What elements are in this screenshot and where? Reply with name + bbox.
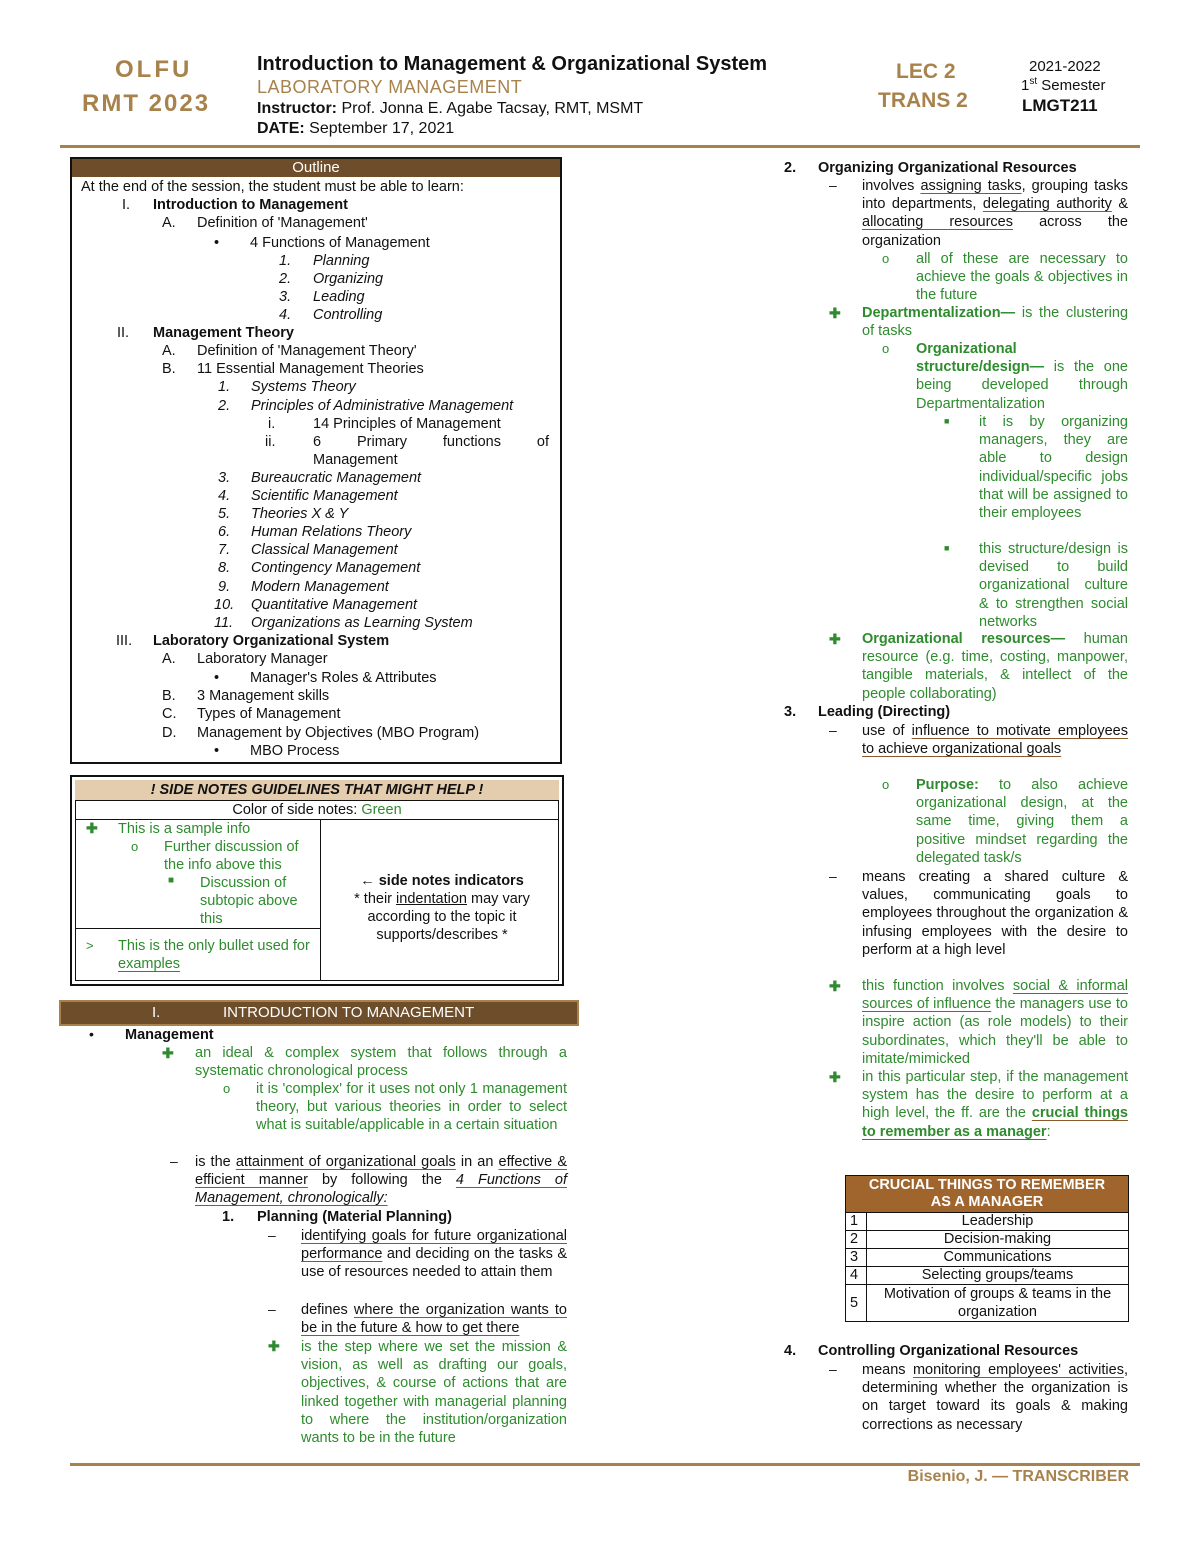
outline-marker: III. [116,633,133,649]
lead-1b: influence to motivate employees to achieve organizational goals [862,723,1128,758]
outline-marker: 3. [218,470,231,486]
outline-marker: C. [162,706,177,722]
plus-bullet-icon: ✚ [829,978,841,994]
struct-term: Organizational structure/design— [916,341,1045,376]
outline-marker: 8. [218,560,231,576]
outline-marker: II. [117,325,130,341]
ctrl-1a: means [862,1362,906,1378]
semester-word: Semester [1041,77,1106,94]
outline-marker: 5. [218,506,231,522]
outline-marker: D. [162,725,177,741]
management-attainment [195,1153,567,1208]
org-1c: , grouping tasks into departments, [862,178,1128,213]
planning-p3: is the step where we set the mission & vision, as well as drafting our goals, objectives, & course of actions that are linked together with managerial planning to where the institution/organization wants to be in the future [301,1339,567,1447]
dept-def: is the clustering of tasks [862,305,1129,340]
outline-item: Modern Management [251,579,389,595]
outline-item: 6 Primary functions of Management [313,434,549,468]
side-notes-divider-v [320,820,321,980]
date-value: September 17, 2021 [309,120,455,137]
circle-bullet-icon: o [223,1081,231,1096]
struct-1: it is by organizing managers, they are able to design individual/specific jobs that will be assigned to their employees [979,414,1128,522]
dash-icon: – [829,868,837,884]
batch-label: RMT 2023 [82,90,211,117]
crucial-row-text: Motivation of groups & teams in the organization [867,1285,1129,1322]
section1-title: INTRODUCTION TO MANAGEMENT [223,1004,475,1021]
lead-1 [862,722,1128,758]
lead-4c: : [1046,1123,1051,1140]
indicator-q2: may vary according to the topic it supports/describes * [367,891,530,943]
org-1g: across the organization [862,214,1128,249]
outline-marker: A. [162,651,176,667]
planning-p2a: defines [301,1302,348,1318]
outline-item: Systems Theory [251,379,356,395]
side-notes-box [70,775,564,986]
management-complex: it is 'complex' for it uses not only 1 management theory, but various theories in order to select what is suitable/applicable in a certain situation [256,1081,567,1134]
outline-marker: • [214,670,220,686]
instructor-name: Prof. Jonna E. Agabe Tacsay, RMT, MSMT [341,100,644,117]
lead-3b: social & informal sources of influence [862,978,1128,1013]
outline-item: Theories X & Y [251,506,349,522]
planning-p2 [301,1301,567,1337]
crucial-table-row [846,1285,1129,1322]
outline-marker: 7. [218,542,231,558]
outline-marker: I. [122,197,131,213]
outline-item: Laboratory Organizational System [153,633,390,649]
ctrl-1 [862,1361,1128,1434]
course-code: LMGT211 [1022,96,1098,115]
school-name: OLFU [115,56,193,83]
outline-marker: • [214,743,220,759]
crucial-row-number: 1 [846,1213,867,1231]
side-notes-color-value: Green [361,802,402,818]
outline-marker: B. [162,361,176,377]
outline-marker: i. [268,416,276,432]
plus-bullet-icon: ✚ [86,820,98,836]
transcriber: Bisenio, J. — TRANSCRIBER [907,1468,1129,1485]
outline-marker: ii. [265,434,276,450]
outline-item: MBO Process [250,743,340,759]
struct-2: this structure/design is devised to build organizational culture & to strengthen social networks [979,541,1128,630]
lead-3 [862,977,1128,1068]
bullet-icon: • [89,1026,94,1042]
circle-bullet-icon: o [131,839,139,854]
course-title: Introduction to Management & Organizational System [257,53,768,75]
lead-4b: crucial things to remember as a manager [862,1105,1128,1140]
crucial-title-2: AS A MANAGER [930,1194,1044,1210]
date-line [257,120,454,138]
header-divider [60,145,1140,148]
indicator-desc [332,890,552,944]
crucial-row-number: 2 [846,1231,867,1249]
dash-icon: – [829,722,837,738]
outline-item: 3 Management skills [197,688,330,704]
semester-num: 1 [1021,77,1030,94]
planning-title: Planning (Material Planning) [257,1209,452,1225]
outline-marker: 10. [214,597,235,613]
org-1b: assigning tasks [920,178,1022,194]
school-year: 2021-2022 [1029,58,1101,75]
side-notes-indicator [332,872,552,944]
crucial-row-text: Selecting groups/teams [867,1267,1129,1285]
orgres-term: Organizational resources— [862,631,1066,647]
outline-marker: 1. [279,253,292,269]
lead-num: 3. [784,704,797,720]
outline-item: Management by Objectives (MBO Program) [197,725,480,741]
planning-p2b: where the organization wants to be in the future & how to get there [301,1302,567,1337]
ctrl-1b: monitoring employees' activities [912,1362,1124,1378]
crucial-row-text: Decision-making [867,1231,1129,1249]
crucial-title-1: CRUCIAL THINGS TO REMEMBER [868,1177,1106,1193]
attain-6: 4 Functions of Management [195,1172,567,1207]
lead-4a: in this particular step, if the management system has the desire to perform at a high level, the ff. are the [862,1069,1128,1122]
lead-3a: this function involves [862,978,1005,994]
outline-item: Types of Management [197,706,341,722]
outline-item: Introduction to Management [153,197,348,213]
attain-7: , chronologically: [279,1190,388,1207]
outline-marker: B. [162,688,176,704]
ctrl-title: Controlling Organizational Resources [818,1343,1079,1359]
attain-2: attainment of organizational goals [235,1154,456,1170]
outline-marker: A. [162,343,176,359]
dash-icon: – [170,1153,178,1169]
org-desc [862,177,1128,250]
subject-title: LABORATORY MANAGEMENT [257,77,523,97]
struct-def: is the one being developed through Departmentalization [916,359,1128,412]
outline-item: Contingency Management [251,560,421,576]
purpose-text: to also achieve organizational design, at the same time, giving them a positive mindset regarding the delegated task/s [916,777,1129,866]
plus-bullet-icon: ✚ [829,631,841,647]
semester [1021,76,1106,94]
section1-num: I. [152,1004,161,1021]
side-notes-subtopic: Discussion of subtopic above this [200,875,298,928]
outline-marker: 4. [279,307,292,323]
plus-bullet-icon: ✚ [829,305,841,321]
planning-p1 [301,1227,567,1282]
struct-desc [916,340,1128,413]
outline-marker: 2. [279,271,292,287]
outline-item: Leading [313,289,365,305]
outline-intro: At the end of the session, the student must be able to learn: [81,179,464,195]
crucial-table-title [846,1176,1129,1213]
circle-bullet-icon: o [882,341,890,356]
outline-item: Classical Management [251,542,398,558]
org-num: 2. [784,160,797,176]
crucial-table-row [846,1213,1129,1231]
trans-label: TRANS 2 [878,89,968,112]
outline-marker: 4. [218,488,231,504]
outline-item: 14 Principles of Management [313,416,501,432]
side-notes-sample: This is a sample info [118,821,251,837]
dash-icon: – [829,177,837,193]
org-1e: & [1118,196,1129,213]
instructor-line [257,100,643,118]
circle-bullet-icon: o [882,777,890,792]
side-notes-inner [75,819,559,981]
outline-marker: A. [162,215,176,231]
dash-icon: – [268,1301,276,1317]
section1-bar [59,1000,579,1026]
outline-marker: 3. [279,289,292,305]
plus-bullet-icon: ✚ [162,1045,174,1061]
crucial-table-row [846,1231,1129,1249]
plus-bullet-icon: ✚ [829,1069,841,1085]
outline-item: Scientific Management [251,488,398,504]
outline-item: Bureaucratic Management [251,470,422,486]
dash-icon: – [829,1361,837,1377]
crucial-table-header [846,1176,1129,1213]
outline-item: Organizations as Learning System [251,615,473,631]
circle-bullet-icon: o [882,251,890,266]
outline-item: Definition of 'Management' [197,215,368,231]
orgres-desc [862,630,1128,703]
indicator-q1: * their [354,891,393,907]
outline-marker: 2. [218,398,231,414]
side-notes-color-label: Color of side notes: [232,802,358,818]
square-bullet-icon: ■ [168,875,175,886]
outline-item: Laboratory Manager [197,651,328,667]
outline-item: Definition of 'Management Theory' [197,343,417,359]
attain-5: by following the [321,1172,442,1189]
crucial-row-number: 5 [846,1285,867,1322]
dash-icon: – [268,1227,276,1243]
outline-marker: 11. [214,615,234,631]
crucial-row-number: 4 [846,1267,867,1285]
plus-bullet-icon: ✚ [268,1338,280,1354]
footer-divider [70,1463,1140,1466]
semester-sup: st [1029,76,1038,87]
org-2: all of these are necessary to achieve the goals & objectives in the future [916,251,1128,304]
org-1a: involves [862,178,915,194]
outline-item: Controlling [313,307,383,323]
date-label: DATE: [257,120,305,137]
outline-title: Outline [72,159,560,177]
org-1f: allocating resources [862,214,1013,231]
planning-p1a: identifying goals for future organizational performance [301,1228,567,1263]
indicator-word: indentation [396,891,467,907]
management-term: Management [125,1027,214,1043]
attain-1: is the [195,1154,231,1170]
crucial-table [845,1175,1129,1322]
side-notes-example-text: This is the only bullet used for [118,938,310,954]
outline-marker: • [214,235,220,251]
outline-item: 4 Functions of Management [250,235,430,251]
outline-item: Human Relations Theory [251,524,412,540]
side-notes-title: ! SIDE NOTES GUIDELINES THAT MIGHT HELP ! [75,780,559,800]
purpose-label: Purpose: [916,777,979,793]
crucial-row-number: 3 [846,1249,867,1267]
attain-3: in an [460,1154,494,1170]
outline-item: Planning [313,253,370,269]
outline-marker: 1. [218,379,231,395]
lead-purpose [916,776,1128,867]
lead-2: means creating a shared culture & values, communicating goals to employees throughout the organization & infusing employees with the desire to perform at a high level [862,869,1128,958]
outline-marker: 9. [218,579,231,595]
arrow-bullet-icon: > [86,938,94,953]
side-notes-example [118,937,313,973]
orgres-def: human resource (e.g. time, costing, manpower, tangible materials, & intellect of the people collaborating) [862,631,1128,702]
outline-item: Management Theory [153,325,294,341]
lec-label: LEC 2 [896,60,956,83]
crucial-table-body [846,1213,1129,1322]
lead-4 [862,1068,1128,1141]
planning-num: 1. [222,1209,235,1225]
ctrl-num: 4. [784,1343,797,1359]
outline-item: Quantitative Management [251,597,418,613]
org-1d: delegating authority [982,196,1112,213]
outline-item: Principles of Administrative Management [251,398,514,414]
lead-3c: the managers use to inspire action (as role models) to their subordinates, which they'll be able to imitate/mimicked [862,996,1128,1067]
crucial-table-row [846,1267,1129,1285]
dept-term: Departmentalization— [862,305,1016,321]
crucial-table-row [846,1249,1129,1267]
org-title: Organizing Organizational Resources [818,160,1077,176]
crucial-row-text: Leadership [867,1213,1129,1231]
side-notes-color-row [75,800,559,820]
square-bullet-icon: ■ [944,543,950,553]
crucial-row-text: Communications [867,1249,1129,1267]
outline-item: Manager's Roles & Attributes [250,670,437,686]
instructor-label: Instructor: [257,100,337,117]
lead-1a: use of [862,723,905,739]
square-bullet-icon: ■ [944,416,950,426]
outline-item: Organizing [313,271,384,287]
side-notes-example-word: examples [118,956,181,973]
outline-marker: 6. [218,524,231,540]
attain-4: effective & efficient manner [195,1154,567,1189]
lead-title: Leading (Directing) [818,704,951,720]
management-ideal: an ideal & complex system that follows through a systematic chronological process [195,1045,567,1080]
side-notes-further: Further discussion of the info above this [164,839,299,874]
ctrl-1c: , determining whether the organization is on target toward its goals & making corrections as necessary [862,1362,1129,1433]
outline-item: 11 Essential Management Theories [197,361,424,377]
dept-desc [862,304,1128,340]
planning-p1b: and deciding on the tasks & use of resources needed to attain them [301,1246,567,1281]
indicator-title: ← side notes indicators [360,873,524,889]
